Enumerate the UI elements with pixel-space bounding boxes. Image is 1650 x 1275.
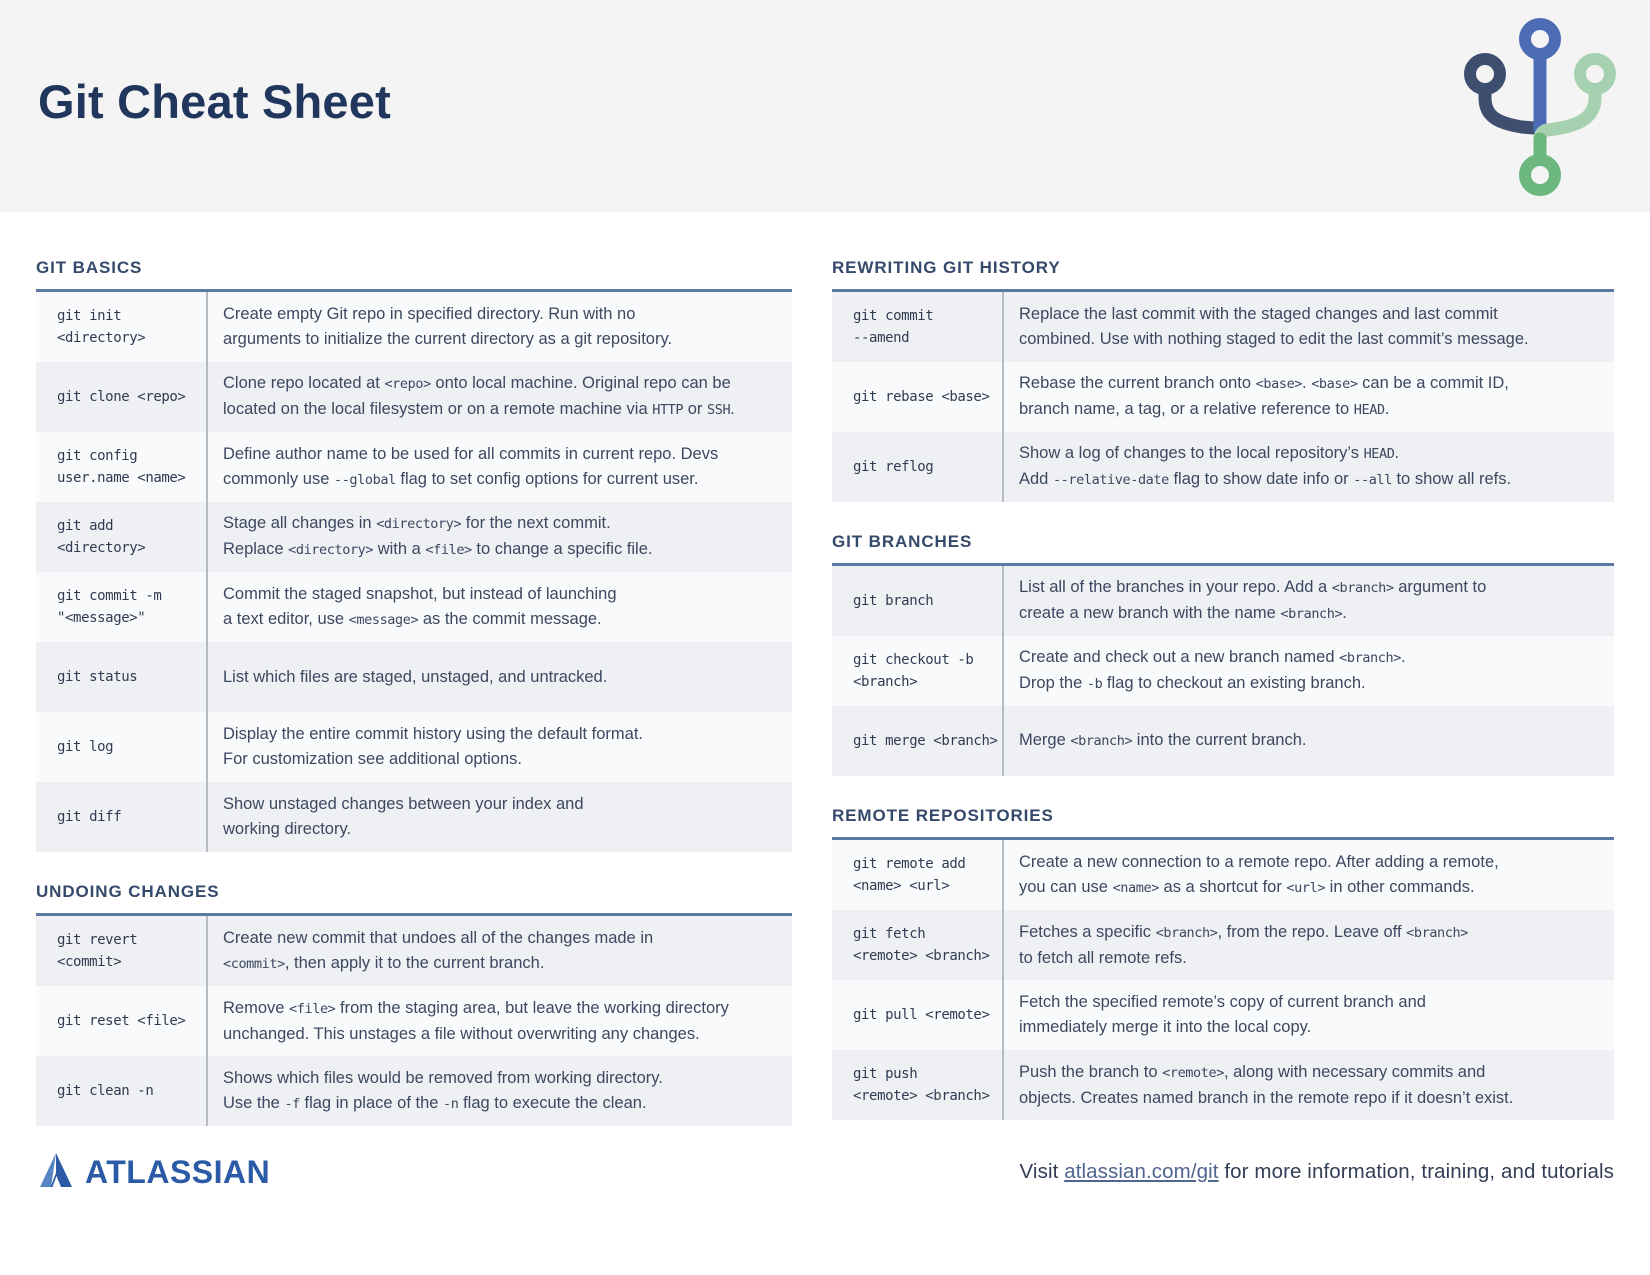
table-row [36, 362, 792, 432]
table-row [832, 1050, 1614, 1120]
description-line [223, 302, 782, 327]
inline-text: unchanged. This unstages a file without overwriting any changes. [223, 1024, 700, 1043]
description-cell [1004, 1050, 1614, 1120]
inline-text: Remove [223, 998, 290, 1017]
command-cell [36, 782, 208, 852]
table-row [36, 916, 792, 986]
footer-text-suffix: for more information, training, and tutorials [1218, 1160, 1614, 1183]
description-cell [1004, 980, 1614, 1050]
inline-code: SSH [706, 402, 731, 418]
inline-text: Show unstaged changes between your index and [223, 795, 584, 813]
inline-text: in other commands. [1325, 877, 1475, 896]
inline-text: flag in place of the [299, 1093, 444, 1112]
inline-code: HEAD [1353, 402, 1385, 418]
description-line [223, 607, 782, 633]
inline-code: <branch> [1155, 924, 1218, 941]
inline-text: flag to execute the clean. [458, 1093, 647, 1112]
inline-code: --global [333, 471, 396, 488]
atlassian-wordmark: ATLASSIAN [85, 1153, 271, 1190]
description-line [223, 792, 782, 817]
description-line [1019, 990, 1604, 1015]
description-cell [1004, 910, 1614, 980]
description-cell [208, 712, 792, 782]
description-cell [208, 986, 792, 1056]
description-line [223, 511, 782, 537]
inline-text: as the commit message. [418, 609, 602, 628]
table-row [36, 782, 792, 852]
inline-text: Push the branch to [1019, 1062, 1163, 1081]
command-table [36, 292, 792, 852]
inline-text: , along with necessary commits and [1223, 1062, 1486, 1081]
inline-code: --all [1353, 472, 1392, 488]
command-cell [36, 712, 208, 782]
inline-text: to show all refs. [1391, 470, 1512, 488]
command-line: git status [57, 669, 138, 685]
description-line [1019, 920, 1604, 946]
command-cell [36, 916, 208, 986]
inline-text: you can use [1019, 877, 1113, 896]
command-line: "<message>" [57, 610, 146, 626]
description-line [1019, 441, 1604, 467]
description-line [223, 1066, 782, 1091]
inline-text: commonly use [223, 469, 334, 488]
table-row [832, 910, 1614, 980]
inline-code: <branch> [1280, 606, 1343, 622]
inline-code: <file> [425, 542, 472, 558]
table-row [832, 432, 1614, 502]
inline-text: working directory. [223, 820, 352, 838]
table-row [832, 706, 1614, 776]
inline-code: <directory> [288, 542, 374, 558]
description-line [223, 926, 782, 951]
command-line: <branch> [853, 674, 918, 690]
command-cell [36, 642, 208, 712]
inline-text: Clone repo located at [223, 374, 385, 392]
inline-text: Replace [223, 540, 289, 558]
command-line: git config [57, 448, 138, 464]
command-cell [36, 1056, 208, 1126]
table-row [36, 502, 792, 572]
command-line: <remote> <branch> [853, 948, 990, 964]
inline-text: located on the local filesystem or on a remote machine via [223, 400, 653, 418]
inline-text: a text editor, use [223, 609, 349, 628]
inline-text: combined. Use with nothing staged to edit the last commit’s message. [1019, 330, 1529, 348]
command-cell [832, 362, 1004, 432]
command-line: git init [57, 308, 122, 324]
description-line [223, 996, 782, 1022]
inline-text: branch name, a tag, or a relative reference to [1019, 400, 1354, 418]
inline-text: List which files are staged, unstaged, and untracked. [223, 667, 608, 686]
description-line [1019, 327, 1604, 352]
inline-text: Create a new connection to a remote repo. After adding a remote, [1019, 852, 1499, 871]
description-line [223, 537, 782, 563]
inline-text: Fetches a specific [1019, 922, 1156, 941]
inline-text: create a new branch with the name [1019, 604, 1281, 622]
description-line [1019, 601, 1604, 627]
table-row [832, 840, 1614, 910]
command-cell [36, 292, 208, 362]
command-line: git clean -n [57, 1083, 154, 1099]
description-cell [208, 502, 792, 572]
description-line [1019, 397, 1604, 423]
description-line [1019, 645, 1604, 671]
inline-text: Replace the last commit with the staged changes and last commit [1019, 305, 1498, 323]
description-line [223, 747, 782, 772]
inline-text: for the next commit. [461, 514, 611, 532]
description-line [1019, 728, 1604, 754]
inline-code: <repo> [384, 376, 431, 392]
description-line [223, 442, 782, 467]
table-row [36, 292, 792, 362]
table-row [36, 572, 792, 642]
inline-code: <branch> [1339, 650, 1401, 666]
description-line [223, 722, 782, 747]
section-title: GIT BASICS [36, 258, 143, 277]
inline-text: Use the [223, 1093, 285, 1112]
left-column [36, 252, 792, 1126]
command-line: <directory> [57, 540, 146, 556]
inline-code: -b [1086, 676, 1103, 692]
footer-note [1020, 1160, 1614, 1184]
command-line: --amend [853, 330, 910, 346]
description-line [223, 397, 782, 423]
inline-text: List all of the branches in your repo. Add a [1019, 578, 1332, 596]
inline-code: <url> [1286, 879, 1326, 896]
command-cell [36, 362, 208, 432]
inline-text: Merge [1019, 731, 1071, 749]
command-line: git clone <repo> [57, 389, 186, 405]
inline-text: to change a specific file. [471, 540, 653, 558]
table-row [832, 566, 1614, 636]
inline-text: into the current branch. [1132, 731, 1307, 749]
inline-code: <name> [1112, 879, 1159, 896]
inline-text: objects. Creates named branch in the remote repo if it doesn’t exist. [1019, 1088, 1514, 1107]
command-line: <commit> [57, 954, 122, 970]
description-cell [1004, 840, 1614, 910]
description-line [223, 1091, 782, 1117]
command-table [832, 840, 1614, 1120]
description-line [223, 467, 782, 493]
description-line [223, 817, 782, 842]
table-row [36, 432, 792, 502]
right-column [832, 252, 1614, 1120]
inline-text: . [1400, 648, 1406, 666]
inline-code: <branch> [1331, 580, 1394, 596]
section-title: GIT BRANCHES [832, 532, 973, 551]
description-line [1019, 302, 1604, 327]
inline-text: Stage all changes in [223, 514, 377, 532]
inline-text: with a [373, 540, 426, 558]
inline-text: . [730, 400, 735, 418]
command-table [36, 916, 792, 1126]
description-line [1019, 467, 1604, 493]
inline-code: <file> [289, 1000, 336, 1017]
description-line [1019, 1086, 1604, 1111]
description-line [223, 327, 782, 352]
table-row [36, 1056, 792, 1126]
description-cell [208, 362, 792, 432]
inline-text: Display the entire commit history using the default format. [223, 725, 644, 743]
inline-code: -n [443, 1095, 459, 1112]
command-cell [832, 636, 1004, 706]
section-title: REWRITING GIT HISTORY [832, 258, 1061, 277]
description-cell [1004, 636, 1614, 706]
command-table [832, 292, 1614, 502]
inline-code: --relative-date [1052, 472, 1169, 488]
inline-text: . [1384, 400, 1390, 418]
inline-code: <commit> [223, 955, 285, 972]
table-row [832, 292, 1614, 362]
command-line: git log [57, 739, 114, 755]
section-title: REMOTE REPOSITORIES [832, 806, 1054, 825]
inline-text: from the staging area, but leave the working directory [335, 998, 729, 1017]
description-line [1019, 946, 1604, 971]
section [36, 252, 792, 852]
inline-code: <directory> [376, 516, 462, 532]
atlassian-logo-icon [36, 1150, 76, 1195]
description-cell [208, 782, 792, 852]
command-line: user.name <name> [57, 470, 186, 486]
description-cell [1004, 432, 1614, 502]
inline-text: as a shortcut for [1158, 877, 1287, 896]
inline-code: <branch> [1070, 733, 1133, 749]
command-cell [832, 910, 1004, 980]
description-line [1019, 875, 1604, 901]
section [832, 526, 1614, 776]
inline-code: HTTP [652, 402, 684, 418]
inline-text: flag to set config options for current user. [395, 469, 699, 488]
inline-text: flag to checkout an existing branch. [1102, 674, 1366, 692]
inline-text: or [683, 400, 707, 418]
description-cell [1004, 362, 1614, 432]
section-title: UNDOING CHANGES [36, 882, 220, 901]
inline-code: <remote> [1162, 1064, 1224, 1081]
table-row [832, 636, 1614, 706]
table-row [36, 642, 792, 712]
inline-text: flag to show date info or [1168, 470, 1354, 488]
table-row [832, 362, 1614, 432]
command-line: git commit [853, 308, 934, 324]
description-line [223, 582, 782, 607]
description-line [223, 665, 782, 690]
footer-link[interactable]: atlassian.com/git [1064, 1160, 1219, 1183]
description-line [1019, 671, 1604, 697]
command-line: git diff [57, 809, 122, 825]
inline-text: Drop the [1019, 674, 1087, 692]
inline-text: For customization see additional options. [223, 750, 522, 768]
command-line: git push [853, 1066, 918, 1082]
command-line: git add [57, 518, 114, 534]
command-line: git commit -m [57, 588, 162, 604]
command-line: git remote add [853, 856, 966, 872]
description-cell [208, 916, 792, 986]
description-cell [1004, 292, 1614, 362]
inline-text: Rebase the current branch onto [1019, 374, 1256, 392]
inline-code: <branch> [1406, 924, 1468, 941]
command-line: git checkout -b [853, 652, 974, 668]
description-cell [1004, 706, 1614, 776]
inline-text: , then apply it to the current branch. [284, 953, 545, 972]
description-line [1019, 1015, 1604, 1040]
inline-text: . [1394, 444, 1400, 462]
command-cell [832, 1050, 1004, 1120]
command-line: git reflog [853, 459, 934, 475]
command-line: <remote> <branch> [853, 1088, 990, 1104]
table-row [832, 980, 1614, 1050]
inline-text: to fetch all remote refs. [1019, 948, 1187, 967]
description-line [1019, 1060, 1604, 1086]
command-cell [36, 986, 208, 1056]
command-line: git pull <remote> [853, 1007, 990, 1023]
inline-code: -f [284, 1095, 300, 1112]
inline-text: can be a commit ID, [1357, 374, 1509, 392]
description-line [223, 371, 782, 397]
command-cell [832, 566, 1004, 636]
footer-text-prefix: Visit [1019, 1160, 1065, 1183]
inline-code: <message> [348, 611, 419, 628]
inline-text: Commit the staged snapshot, but instead of launching [223, 584, 617, 603]
inline-text: immediately merge it into the local copy. [1019, 1018, 1312, 1036]
atlassian-brand [36, 1150, 270, 1195]
command-cell [832, 706, 1004, 776]
description-cell [208, 432, 792, 502]
inline-text: Add [1019, 470, 1053, 488]
command-cell [832, 292, 1004, 362]
command-cell [36, 572, 208, 642]
command-cell [832, 432, 1004, 502]
section [832, 252, 1614, 502]
inline-text: onto local machine. Original repo can be [430, 374, 731, 392]
inline-code: HEAD [1363, 446, 1395, 462]
table-row [36, 986, 792, 1056]
command-line: git merge <branch> [853, 733, 998, 749]
description-cell [208, 1056, 792, 1126]
description-line [1019, 371, 1604, 397]
table-row [36, 712, 792, 782]
description-cell [208, 292, 792, 362]
command-cell [36, 502, 208, 572]
inline-text: Fetch the specified remote’s copy of current branch and [1019, 993, 1426, 1011]
inline-text: . [1302, 374, 1312, 392]
command-cell [832, 840, 1004, 910]
command-table [832, 566, 1614, 776]
inline-text: , from the repo. Leave off [1217, 922, 1407, 941]
description-line [223, 1022, 782, 1047]
command-cell [36, 432, 208, 502]
git-branch-icon [1464, 18, 1616, 201]
inline-code: <base> [1311, 376, 1358, 392]
inline-text: Create empty Git repo in specified directory. Run with no [223, 305, 636, 323]
description-cell [208, 642, 792, 712]
description-cell [208, 572, 792, 642]
section [36, 876, 792, 1126]
inline-text: Create and check out a new branch named [1019, 648, 1340, 666]
section [832, 800, 1614, 1120]
description-line [223, 951, 782, 977]
footer [36, 1146, 1614, 1198]
inline-text: Create new commit that undoes all of the changes made in [223, 928, 654, 947]
inline-text: . [1342, 604, 1347, 622]
inline-text: arguments to initialize the current directory as a git repository. [223, 330, 673, 348]
command-line: git fetch [853, 926, 926, 942]
command-cell [832, 980, 1004, 1050]
command-line: git reset <file> [57, 1013, 186, 1029]
description-line [1019, 850, 1604, 875]
inline-text: Define author name to be used for all commits in current repo. Devs [223, 444, 719, 463]
command-line: git revert [57, 932, 138, 948]
description-line [1019, 575, 1604, 601]
command-line: <name> <url> [853, 878, 950, 894]
inline-code: <base> [1255, 376, 1303, 392]
page-title: Git Cheat Sheet [38, 75, 391, 128]
command-line: <directory> [57, 330, 146, 346]
inline-text: Show a log of changes to the local repository’s [1019, 444, 1364, 462]
description-cell [1004, 566, 1614, 636]
command-line: git branch [853, 593, 934, 609]
inline-text: argument to [1393, 578, 1487, 596]
command-line: git rebase <base> [853, 389, 990, 405]
inline-text: Shows which files would be removed from working directory. [223, 1068, 663, 1087]
